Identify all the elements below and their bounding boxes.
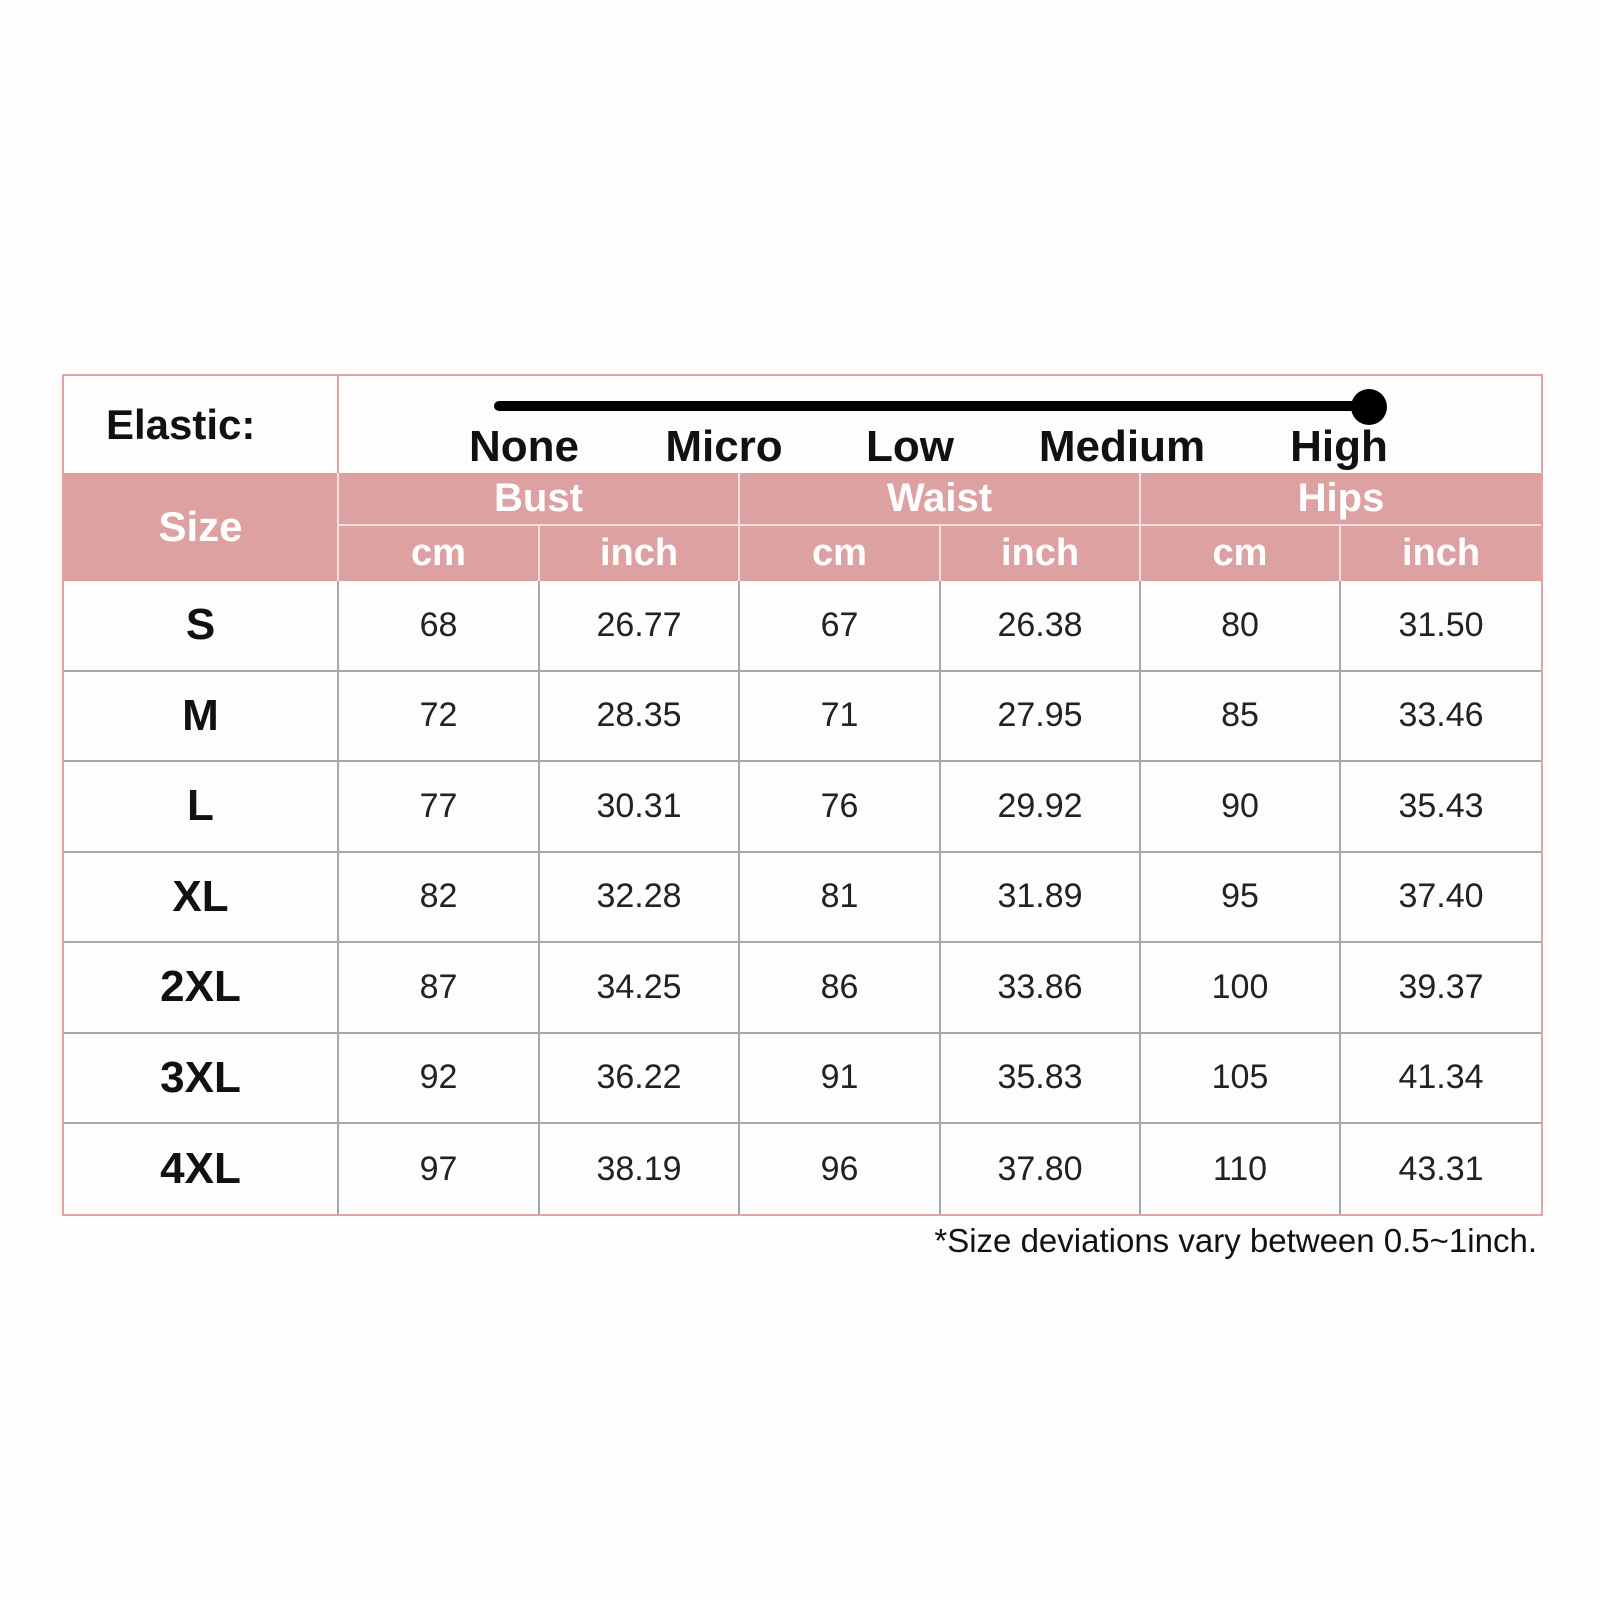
hips-inch-cell: 31.50: [1398, 605, 1484, 644]
bust-inch-cell: 36.22: [540, 1034, 740, 1123]
bust-inch-cell: 38.19: [540, 1124, 740, 1215]
bust-inch-cell: 32.28: [540, 853, 740, 942]
hips-inch-header: inch: [1401, 532, 1481, 574]
bust-cm-header: cm: [339, 526, 540, 581]
size-cell: M: [64, 672, 339, 761]
elastic-level-high: High: [1290, 422, 1388, 471]
waist-cm-cell: 96: [740, 1124, 941, 1215]
waist-cm-header: cm: [740, 526, 941, 581]
waist-inch-cell: 27.95: [941, 672, 1141, 761]
waist-inch-cell: 31.89: [941, 853, 1141, 942]
hips-cm-cell: 110: [1141, 1124, 1341, 1215]
hips-inch-cell: 35.43: [1398, 786, 1484, 825]
size-deviation-note: *Size deviations vary between 0.5~1inch.: [934, 1222, 1537, 1259]
size-cell: 4XL: [64, 1124, 339, 1215]
hips-cm-cell: 95: [1141, 853, 1341, 942]
waist-inch-cell: 37.80: [941, 1124, 1141, 1215]
waist-header: Waist: [740, 473, 1141, 526]
bust-header: Bust: [339, 473, 740, 526]
elastic-level-medium: Medium: [1038, 422, 1206, 471]
waist-cm-cell: 67: [740, 581, 941, 670]
hips-cm-cell: 85: [1141, 672, 1341, 761]
table-header: [64, 473, 1541, 581]
elasticity-indicator-dot: [1351, 389, 1387, 425]
table-row: [64, 853, 1541, 944]
waist-inch-cell: 35.83: [941, 1034, 1141, 1123]
hips-inch-cell: 39.37: [1398, 967, 1484, 1006]
table-row: [64, 762, 1541, 853]
hips-cm-header: cm: [1141, 526, 1341, 581]
hips-cm-cell: 80: [1141, 581, 1341, 670]
bust-inch-cell: 28.35: [540, 672, 740, 761]
hips-cm-cell: 105: [1141, 1034, 1341, 1123]
hips-inch-cell: 33.46: [1398, 696, 1484, 735]
bust-cm-cell: 82: [339, 853, 540, 942]
table-row: [64, 581, 1541, 672]
table-row: [64, 943, 1541, 1034]
size-cell: 3XL: [64, 1034, 339, 1123]
elastic-level-none: None: [469, 422, 579, 471]
hips-inch-cell: 41.34: [1398, 1058, 1484, 1097]
bust-inch-cell: 26.77: [540, 581, 740, 670]
size-chart: [62, 374, 1543, 1216]
hips-inch-cell: 37.40: [1398, 877, 1484, 916]
size-cell: XL: [64, 853, 339, 942]
size-column-header: Size: [64, 473, 339, 581]
hips-inch-cell: 43.31: [1398, 1149, 1484, 1188]
waist-inch-header: inch: [941, 526, 1141, 581]
elastic-level-low: Low: [866, 422, 954, 471]
size-cell: L: [64, 762, 339, 851]
bust-cm-cell: 77: [339, 762, 540, 851]
hips-cm-cell: 100: [1141, 943, 1341, 1032]
table-row: [64, 1124, 1541, 1215]
bust-cm-cell: 87: [339, 943, 540, 1032]
waist-cm-cell: 81: [740, 853, 941, 942]
waist-cm-cell: 91: [740, 1034, 941, 1123]
waist-cm-cell: 71: [740, 672, 941, 761]
bust-inch-cell: 34.25: [540, 943, 740, 1032]
elasticity-scale: [339, 376, 1541, 473]
size-cell: 2XL: [64, 943, 339, 1032]
bust-inch-cell: 30.31: [540, 762, 740, 851]
waist-cm-cell: 76: [740, 762, 941, 851]
table-row: [64, 1034, 1541, 1125]
table-row: [64, 672, 1541, 763]
bust-cm-cell: 97: [339, 1124, 540, 1215]
hips-header: Hips: [1141, 473, 1541, 526]
bust-inch-header: inch: [540, 526, 740, 581]
size-cell: S: [64, 581, 339, 670]
bust-cm-cell: 68: [339, 581, 540, 670]
waist-cm-cell: 86: [740, 943, 941, 1032]
waist-inch-cell: 29.92: [941, 762, 1141, 851]
bust-cm-cell: 72: [339, 672, 540, 761]
waist-inch-cell: 33.86: [941, 943, 1141, 1032]
hips-cm-cell: 90: [1141, 762, 1341, 851]
elasticity-bar: [494, 401, 1372, 411]
waist-inch-cell: 26.38: [941, 581, 1141, 670]
elastic-level-micro: Micro: [665, 422, 783, 471]
elastic-label: Elastic:: [64, 376, 339, 473]
bust-cm-cell: 92: [339, 1034, 540, 1123]
